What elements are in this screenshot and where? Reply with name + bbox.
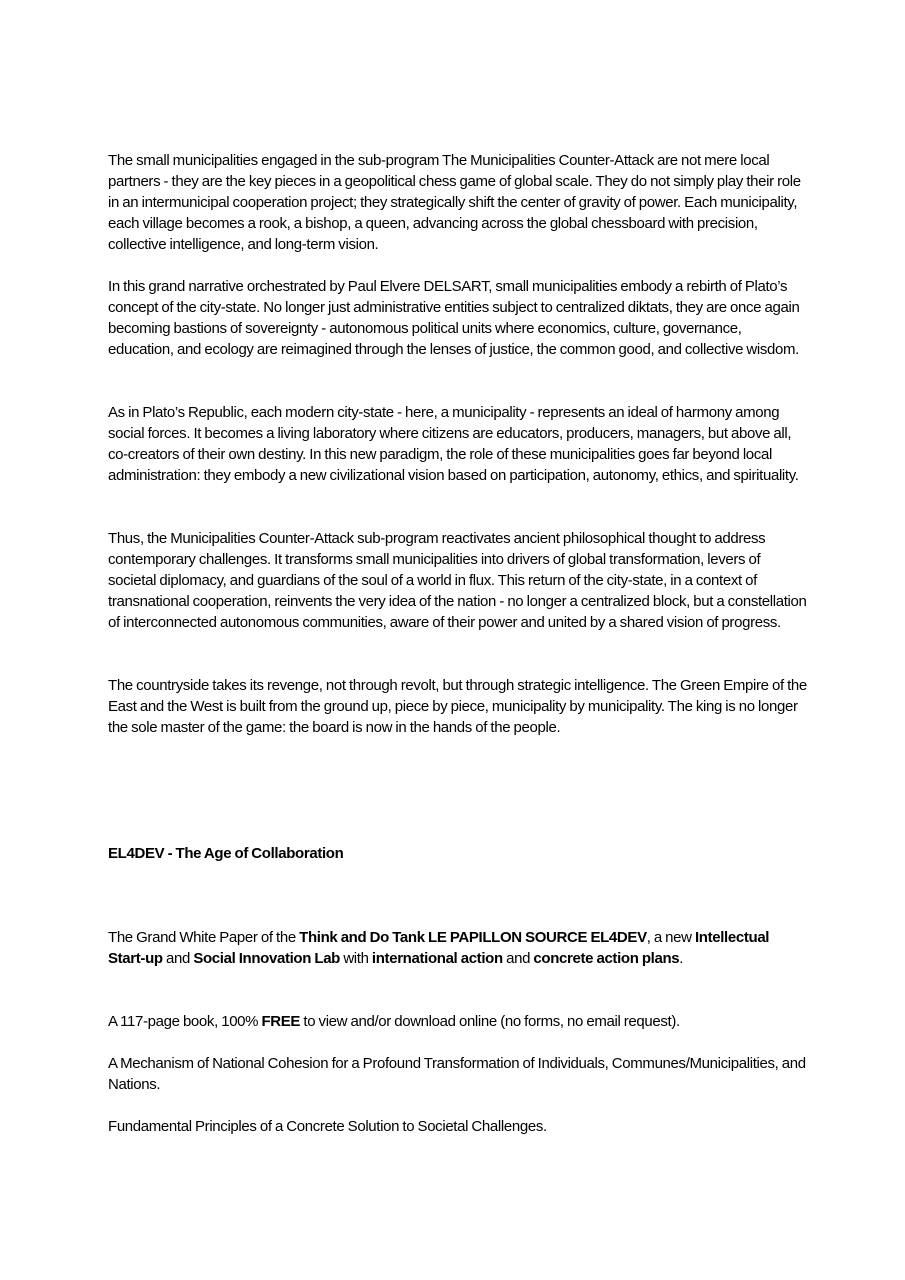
paragraph-chess-game: The small municipalities engaged in the sub-program The Municipalities Counter-Attack are not mere local partners - they are the key pieces in a geopolitical chess game of global scale. They do not simply play their role in an intermunicipal cooperation project; they strategically shift the center of gravity of power. Each municipality, each village becomes a rook, a bishop, a queen, advancing across the global chessboard with precision, collective intelligence, and long-term vision. [108, 152, 801, 253]
white-paper-text-1: The Grand White Paper of the [108, 929, 300, 946]
white-paper-bold-2: Intellectual Start-up [108, 929, 770, 967]
paragraph-counter-attack: Thus, the Municipalities Counter-Attack sub-program reactivates ancient philosophical thought to address contemporary challenges. It transforms small municipalities into drivers of global transformation, levers of societal diplomacy, and guardians of the soul of a world in flux. This return of the city-state, in a context of transnational cooperation, reinvents the very idea of the nation - no longer a centralized block, but a constellation of interconnected autonomous communities, aware of their power and united by a shared vision of progress. [108, 530, 807, 631]
white-paper-text-3: and [162, 950, 194, 967]
book-text-2: to view and/or download online (no forms, no email request). [300, 1013, 680, 1030]
white-paper-text-2: , a new [646, 929, 695, 946]
book-free-bold: FREE [261, 1013, 301, 1030]
white-paper-bold-5: concrete action plans [533, 950, 680, 967]
paragraph-countryside-revenge: The countryside takes its revenge, not through revolt, but through strategic intelligence. The Green Empire of the East and the West is built from the ground up, piece by piece, municipality by municipality. The king is no longer the sole master of the game: the board is now in the hands of the people. [108, 677, 807, 736]
white-paper-text-5: and [502, 950, 534, 967]
paragraph-plato-republic: As in Plato’s Republic, each modern city-state - here, a municipality - represents an ideal of harmony among social forces. It becomes a living laboratory where citizens are educators, producers, managers, but above all, co-creators of their own destiny. In this new paradigm, the role of these municipalities goes far beyond local administration: they embody a new civilizational vision based on participation, autonomy, ethics, and spirituality. [108, 404, 799, 484]
white-paper-text-6: . [679, 950, 684, 967]
paragraph-book-info [108, 1011, 808, 1032]
book-text-1: A 117-page book, 100% [108, 1013, 262, 1030]
paragraph-city-state: In this grand narrative orchestrated by Paul Elvere DELSART, small municipalities embody a rebirth of Plato’s concept of the city-state. No longer just administrative entities subject to centralized diktats, they are once again becoming bastions of sovereignty - autonomous political units where economics, culture, governance, education, and ecology are reimagined through the lenses of justice, the common good, and collective wisdom. [108, 278, 800, 358]
paragraph-white-paper [108, 927, 808, 969]
white-paper-bold-3: Social Innovation Lab [193, 950, 340, 967]
white-paper-bold-1: Think and Do Tank LE PAPILLON SOURCE EL4DEV [299, 929, 647, 946]
paragraph-mechanism: A Mechanism of National Cohesion for a Profound Transformation of Individuals, Communes/Municipalities, and Nations. [108, 1055, 806, 1093]
white-paper-text-4: with [340, 950, 372, 967]
section-heading: EL4DEV - The Age of Collaboration [108, 845, 344, 862]
white-paper-bold-4: international action [371, 950, 503, 967]
paragraph-principles: Fundamental Principles of a Concrete Solution to Societal Challenges. [108, 1118, 547, 1135]
